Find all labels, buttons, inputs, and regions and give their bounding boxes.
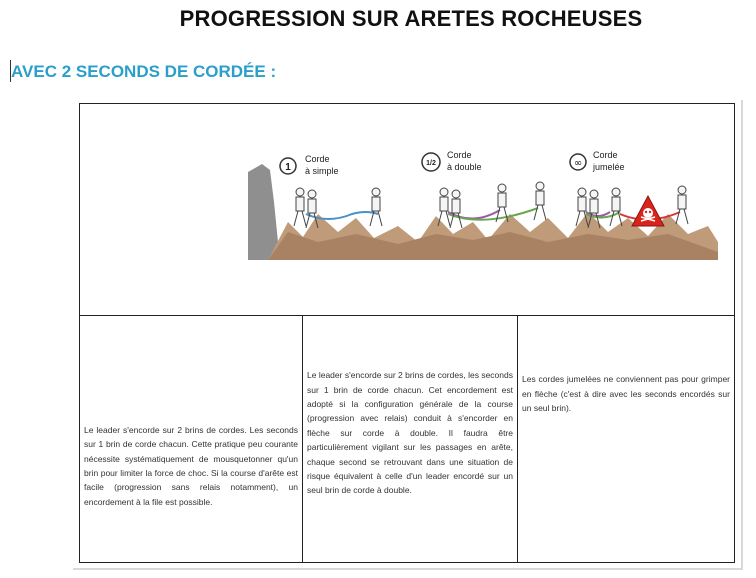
cell-text: Les cordes jumelées ne conviennent pas pour grimper en flèche (c'est à dire avec les seconds encordés sur un seul brin). <box>522 374 730 414</box>
rope-table[interactable] <box>79 103 735 563</box>
climber-icon <box>438 188 450 226</box>
single-rope-icon <box>280 158 296 174</box>
legend-2-line1: Corde <box>447 150 472 160</box>
rock-wall <box>248 164 278 260</box>
legend-3-line2: jumelée <box>593 162 625 172</box>
svg-text:1/2: 1/2 <box>426 160 436 167</box>
climber-icon <box>534 182 546 220</box>
half-rope-icon <box>422 153 440 171</box>
ridge-illustration <box>248 142 718 262</box>
svg-text:∞: ∞ <box>573 158 583 169</box>
climber-icon <box>306 190 318 228</box>
illustration-row <box>80 104 734 316</box>
climber-icon <box>370 188 382 226</box>
climber-icon <box>450 190 462 228</box>
legend-2-line2: à double <box>447 162 482 172</box>
cell-single-rope <box>80 316 303 562</box>
legend-3-line1: Corde <box>593 150 618 160</box>
climber-icon <box>294 188 306 226</box>
cell-double-rope <box>303 316 518 562</box>
cell-text: Le leader s'encorde sur 2 brins de cordes. Les seconds sur 1 brin de corde chacun. Cette pratique peu courante nécessite systématiquement de mousquetonner qu'un brin pour limiter la force de choc. Si la course d'arête est facile (progression sans relais notamment), un encordement à la file est possible. <box>84 424 298 507</box>
section-heading: AVEC 2 SECONDS DE CORDÉE : <box>11 62 277 81</box>
cell-twin-rope <box>518 316 734 562</box>
climber-icon <box>496 184 508 222</box>
cell-text: Le leader s'encorde sur 2 brins de cordes, les seconds sur 1 brin de corde chacun. Cet encordement est adopté si la configuration générale de la course (progression avec relais) conduit à s'encorder en flèche sur corde à double. Il faudra être particulièrement vigilant sur les passages en arête, chaque second se retrouvant dans une situation de risque équivalent à celle d'un leader encordé sur un seul brin de corde à double. <box>307 370 513 496</box>
skull-warning-icon <box>632 196 664 226</box>
legend-1-line2: à simple <box>305 166 339 176</box>
twin-rope-icon <box>570 154 586 170</box>
climber-icon <box>610 188 622 226</box>
legend-1-line1: Corde <box>305 154 330 164</box>
page-title: PROGRESSION SUR ARETES ROCHEUSES <box>179 6 643 31</box>
svg-text:1: 1 <box>285 162 291 173</box>
climber-icon <box>676 186 688 224</box>
